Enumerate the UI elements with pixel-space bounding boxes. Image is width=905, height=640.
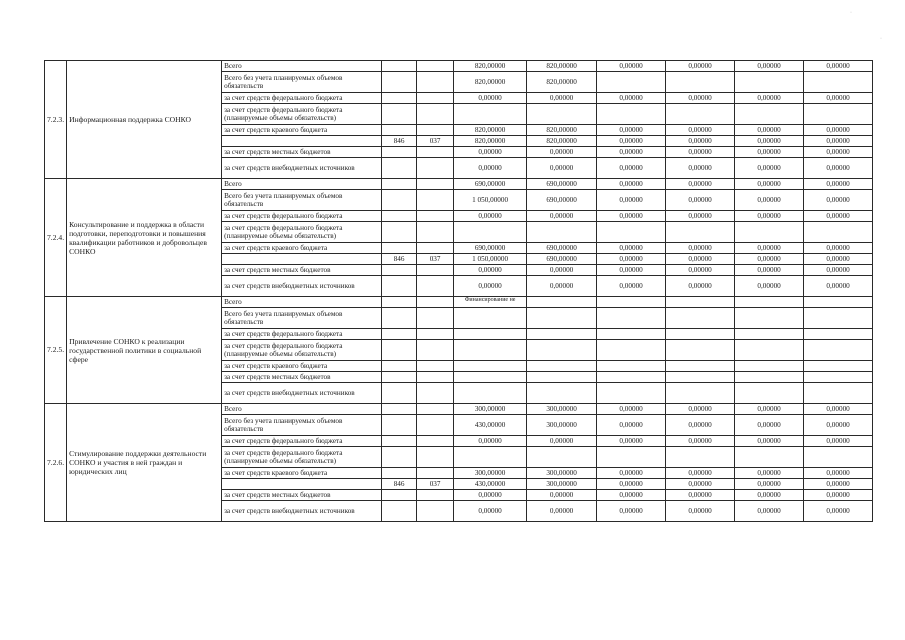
amount-cell: 0,00000: [735, 93, 804, 104]
amount-cell: [454, 308, 527, 329]
source-label: Всего: [222, 297, 382, 308]
amount-cell: [804, 308, 873, 329]
amount-cell: [804, 372, 873, 383]
amount-cell: [666, 372, 735, 383]
grbs-code: [382, 276, 417, 297]
section-code: [417, 190, 454, 211]
amount-cell: 1 050,00000: [454, 254, 527, 265]
amount-cell: [454, 329, 527, 340]
amount-cell: 820,00000: [454, 61, 527, 72]
grbs-code: [382, 372, 417, 383]
grbs-code: [382, 415, 417, 436]
amount-cell: 300,00000: [527, 479, 597, 490]
amount-cell: 0,00000: [666, 125, 735, 136]
amount-cell: 0,00000: [735, 254, 804, 265]
amount-cell: 0,00000: [597, 415, 666, 436]
item-name: Информационная поддержка СОНКО: [67, 61, 222, 179]
grbs-code: [382, 190, 417, 211]
amount-cell: 0,00000: [597, 93, 666, 104]
section-code: [417, 179, 454, 190]
amount-cell: 820,00000: [454, 125, 527, 136]
amount-cell: 0,00000: [735, 125, 804, 136]
amount-cell: [666, 329, 735, 340]
source-label: Всего без учета планируемых объемов обязательств: [222, 190, 382, 211]
amount-cell: 0,00000: [804, 158, 873, 179]
section-code: [417, 61, 454, 72]
amount-cell: 0,00000: [454, 158, 527, 179]
grbs-code: [382, 361, 417, 372]
amount-cell: [597, 361, 666, 372]
amount-cell: [597, 372, 666, 383]
amount-cell: 0,00000: [666, 490, 735, 501]
amount-cell: 0,00000: [804, 179, 873, 190]
amount-cell: [735, 104, 804, 125]
amount-cell: 0,00000: [666, 93, 735, 104]
amount-cell: 0,00000: [527, 158, 597, 179]
amount-cell: [804, 222, 873, 243]
amount-cell: 300,00000: [454, 404, 527, 415]
amount-cell: [666, 447, 735, 468]
amount-cell: 0,00000: [804, 468, 873, 479]
section-code: [417, 468, 454, 479]
source-label: за счет средств краевого бюджета: [222, 361, 382, 372]
amount-cell: [527, 297, 597, 308]
amount-cell: [666, 308, 735, 329]
grbs-code: [382, 179, 417, 190]
item-name: Привлечение СОНКО к реализации государственной политики в социальной сфере: [67, 297, 222, 404]
amount-cell: 0,00000: [454, 211, 527, 222]
amount-cell: 0,00000: [804, 404, 873, 415]
amount-cell: [527, 104, 597, 125]
source-label: за счет средств федерального бюджета (планируемые объемы обязательств): [222, 104, 382, 125]
amount-cell: 430,00000: [454, 415, 527, 436]
amount-cell: [666, 340, 735, 361]
amount-cell: [735, 383, 804, 404]
amount-cell: [527, 361, 597, 372]
amount-cell: 0,00000: [735, 468, 804, 479]
amount-cell: 0,00000: [454, 265, 527, 276]
amount-cell: [527, 383, 597, 404]
source-label: за счет средств внебюджетных источников: [222, 158, 382, 179]
amount-cell: 0,00000: [597, 501, 666, 522]
amount-cell: 0,00000: [735, 501, 804, 522]
section-code: 037: [417, 479, 454, 490]
section-code: [417, 265, 454, 276]
source-label: за счет средств местных бюджетов: [222, 147, 382, 158]
amount-cell: 0,00000: [597, 265, 666, 276]
amount-cell: 0,00000: [666, 211, 735, 222]
section-code: [417, 383, 454, 404]
grbs-code: [382, 490, 417, 501]
section-code: [417, 158, 454, 179]
amount-cell: 0,00000: [527, 501, 597, 522]
amount-cell: 0,00000: [804, 190, 873, 211]
amount-cell: [454, 340, 527, 361]
amount-cell: [735, 308, 804, 329]
item-code: 7.2.6.: [45, 404, 67, 522]
grbs-code: [382, 104, 417, 125]
amount-cell: 300,00000: [527, 404, 597, 415]
source-label: Всего без учета планируемых объемов обязательств: [222, 72, 382, 93]
amount-cell: 0,00000: [597, 468, 666, 479]
amount-cell: 0,00000: [804, 490, 873, 501]
amount-cell: [804, 383, 873, 404]
source-label: [222, 254, 382, 265]
amount-cell: 0,00000: [666, 501, 735, 522]
amount-cell: 0,00000: [527, 490, 597, 501]
amount-cell: [454, 372, 527, 383]
amount-cell: 0,00000: [666, 147, 735, 158]
scan-mark: ·: [880, 36, 882, 42]
amount-cell: [597, 222, 666, 243]
amount-cell: 0,00000: [804, 61, 873, 72]
amount-cell: 0,00000: [735, 276, 804, 297]
amount-cell: 0,00000: [735, 243, 804, 254]
amount-cell: 820,00000: [527, 136, 597, 147]
section-code: [417, 147, 454, 158]
amount-cell: 0,00000: [527, 276, 597, 297]
source-label: за счет средств федерального бюджета: [222, 329, 382, 340]
amount-cell: [527, 222, 597, 243]
section-code: [417, 104, 454, 125]
amount-cell: 0,00000: [804, 265, 873, 276]
amount-cell: 0,00000: [597, 125, 666, 136]
table-row: [45, 404, 873, 415]
section-code: [417, 125, 454, 136]
amount-cell: 0,00000: [735, 147, 804, 158]
section-code: [417, 340, 454, 361]
amount-cell: [735, 297, 804, 308]
section-code: [417, 415, 454, 436]
amount-cell: [666, 222, 735, 243]
grbs-code: 846: [382, 136, 417, 147]
amount-cell: 0,00000: [666, 404, 735, 415]
amount-cell: [666, 361, 735, 372]
amount-cell: 0,00000: [735, 190, 804, 211]
amount-cell: [527, 308, 597, 329]
source-label: [222, 479, 382, 490]
grbs-code: [382, 147, 417, 158]
amount-cell: [597, 340, 666, 361]
amount-cell: 0,00000: [597, 179, 666, 190]
section-code: [417, 308, 454, 329]
source-label: за счет средств краевого бюджета: [222, 468, 382, 479]
amount-cell: 0,00000: [666, 243, 735, 254]
grbs-code: [382, 243, 417, 254]
source-label: за счет средств федерального бюджета (планируемые объемы обязательств): [222, 222, 382, 243]
amount-cell: [804, 329, 873, 340]
source-label: Всего без учета планируемых объемов обязательств: [222, 308, 382, 329]
amount-cell: [597, 308, 666, 329]
amount-cell: 0,00000: [597, 190, 666, 211]
amount-cell: [735, 340, 804, 361]
amount-cell: 0,00000: [804, 147, 873, 158]
source-label: Всего: [222, 61, 382, 72]
amount-cell: 0,00000: [527, 147, 597, 158]
amount-cell: [735, 372, 804, 383]
amount-cell: [735, 72, 804, 93]
grbs-code: [382, 468, 417, 479]
amount-cell: 690,00000: [527, 254, 597, 265]
amount-cell: 0,00000: [597, 436, 666, 447]
grbs-code: [382, 158, 417, 179]
grbs-code: [382, 308, 417, 329]
amount-cell: [597, 329, 666, 340]
grbs-code: [382, 72, 417, 93]
amount-cell: 0,00000: [666, 479, 735, 490]
section-code: [417, 243, 454, 254]
amount-cell: 0,00000: [454, 93, 527, 104]
grbs-code: [382, 222, 417, 243]
table-row: [45, 179, 873, 190]
source-label: [222, 136, 382, 147]
amount-cell: 0,00000: [597, 61, 666, 72]
amount-cell: [454, 361, 527, 372]
amount-cell: 690,00000: [527, 243, 597, 254]
amount-cell: [454, 447, 527, 468]
source-label: за счет средств федерального бюджета: [222, 211, 382, 222]
section-code: [417, 329, 454, 340]
section-code: [417, 93, 454, 104]
amount-cell: 300,00000: [527, 415, 597, 436]
amount-cell: 0,00000: [804, 211, 873, 222]
amount-cell: [735, 329, 804, 340]
amount-cell: 430,00000: [454, 479, 527, 490]
amount-cell: 0,00000: [527, 211, 597, 222]
amount-cell: 0,00000: [735, 265, 804, 276]
section-code: 037: [417, 254, 454, 265]
grbs-code: [382, 61, 417, 72]
amount-cell: 0,00000: [454, 147, 527, 158]
source-label: за счет средств федерального бюджета: [222, 93, 382, 104]
amount-cell: 0,00000: [597, 254, 666, 265]
amount-cell: 0,00000: [666, 61, 735, 72]
source-label: за счет средств внебюджетных источников: [222, 501, 382, 522]
source-label: Всего без учета планируемых объемов обязательств: [222, 415, 382, 436]
amount-cell: 0,00000: [735, 436, 804, 447]
amount-cell: 0,00000: [666, 468, 735, 479]
amount-cell: [804, 297, 873, 308]
amount-cell: 820,00000: [454, 136, 527, 147]
amount-cell: 0,00000: [597, 490, 666, 501]
amount-cell: 0,00000: [735, 158, 804, 179]
section-code: 037: [417, 136, 454, 147]
amount-cell: 0,00000: [454, 276, 527, 297]
section-code: [417, 447, 454, 468]
amount-cell: [804, 104, 873, 125]
source-label: за счет средств федерального бюджета: [222, 436, 382, 447]
source-label: за счет средств местных бюджетов: [222, 490, 382, 501]
amount-cell: 0,00000: [597, 479, 666, 490]
amount-cell: 0,00000: [735, 479, 804, 490]
amount-cell: [597, 297, 666, 308]
grbs-code: 846: [382, 254, 417, 265]
budget-sheet: [44, 60, 873, 522]
section-code: [417, 404, 454, 415]
grbs-code: 846: [382, 479, 417, 490]
item-code: 7.2.3.: [45, 61, 67, 179]
amount-cell: 0,00000: [804, 501, 873, 522]
financing-note: Финансирование не: [454, 297, 527, 308]
amount-cell: 690,00000: [454, 243, 527, 254]
table-row: [45, 61, 873, 72]
section-code: [417, 436, 454, 447]
grbs-code: [382, 93, 417, 104]
amount-cell: 0,00000: [804, 436, 873, 447]
amount-cell: [735, 447, 804, 468]
amount-cell: [527, 329, 597, 340]
amount-cell: [454, 222, 527, 243]
amount-cell: 820,00000: [454, 72, 527, 93]
amount-cell: 0,00000: [597, 243, 666, 254]
source-label: за счет средств федерального бюджета (планируемые объемы обязательств): [222, 340, 382, 361]
section-code: [417, 361, 454, 372]
amount-cell: 0,00000: [454, 501, 527, 522]
section-code: [417, 372, 454, 383]
source-label: за счет средств краевого бюджета: [222, 243, 382, 254]
amount-cell: 0,00000: [454, 490, 527, 501]
amount-cell: 0,00000: [804, 479, 873, 490]
amount-cell: 0,00000: [735, 404, 804, 415]
amount-cell: 0,00000: [666, 179, 735, 190]
amount-cell: 820,00000: [527, 125, 597, 136]
amount-cell: 0,00000: [666, 158, 735, 179]
amount-cell: 0,00000: [735, 61, 804, 72]
amount-cell: 0,00000: [527, 436, 597, 447]
amount-cell: 0,00000: [804, 93, 873, 104]
amount-cell: 0,00000: [666, 265, 735, 276]
amount-cell: 0,00000: [735, 136, 804, 147]
grbs-code: [382, 329, 417, 340]
amount-cell: [666, 104, 735, 125]
source-label: за счет средств внебюджетных источников: [222, 276, 382, 297]
amount-cell: [597, 104, 666, 125]
budget-table: [44, 60, 873, 522]
amount-cell: [666, 72, 735, 93]
amount-cell: 0,00000: [666, 415, 735, 436]
grbs-code: [382, 265, 417, 276]
section-code: [417, 501, 454, 522]
amount-cell: [804, 361, 873, 372]
grbs-code: [382, 211, 417, 222]
amount-cell: 0,00000: [454, 436, 527, 447]
amount-cell: 300,00000: [527, 468, 597, 479]
source-label: за счет средств краевого бюджета: [222, 125, 382, 136]
amount-cell: 0,00000: [527, 265, 597, 276]
amount-cell: 1 050,00000: [454, 190, 527, 211]
section-code: [417, 276, 454, 297]
amount-cell: [804, 340, 873, 361]
amount-cell: 0,00000: [597, 276, 666, 297]
amount-cell: 0,00000: [597, 158, 666, 179]
section-code: [417, 222, 454, 243]
amount-cell: 0,00000: [666, 276, 735, 297]
item-name: Стимулирование поддержки деятельности СОНКО и участия в ней граждан и юридических лиц: [67, 404, 222, 522]
amount-cell: 0,00000: [597, 147, 666, 158]
amount-cell: [454, 383, 527, 404]
amount-cell: [804, 72, 873, 93]
section-code: [417, 297, 454, 308]
amount-cell: [597, 383, 666, 404]
amount-cell: 0,00000: [597, 404, 666, 415]
amount-cell: [527, 447, 597, 468]
grbs-code: [382, 125, 417, 136]
amount-cell: [527, 340, 597, 361]
amount-cell: 820,00000: [527, 61, 597, 72]
amount-cell: [597, 72, 666, 93]
grbs-code: [382, 436, 417, 447]
source-label: за счет средств местных бюджетов: [222, 372, 382, 383]
scan-mark: ·: [850, 10, 852, 16]
amount-cell: 690,00000: [527, 179, 597, 190]
amount-cell: 0,00000: [735, 415, 804, 436]
amount-cell: 0,00000: [666, 254, 735, 265]
amount-cell: 300,00000: [454, 468, 527, 479]
amount-cell: 0,00000: [666, 136, 735, 147]
amount-cell: 0,00000: [804, 254, 873, 265]
amount-cell: [454, 104, 527, 125]
amount-cell: 0,00000: [804, 276, 873, 297]
amount-cell: [597, 447, 666, 468]
amount-cell: 0,00000: [735, 490, 804, 501]
amount-cell: 0,00000: [666, 436, 735, 447]
item-code: 7.2.4.: [45, 179, 67, 297]
grbs-code: [382, 383, 417, 404]
grbs-code: [382, 501, 417, 522]
amount-cell: [804, 447, 873, 468]
source-label: Всего: [222, 179, 382, 190]
amount-cell: 690,00000: [527, 190, 597, 211]
amount-cell: 690,00000: [454, 179, 527, 190]
amount-cell: [735, 361, 804, 372]
grbs-code: [382, 404, 417, 415]
item-code: 7.2.5.: [45, 297, 67, 404]
grbs-code: [382, 447, 417, 468]
amount-cell: 0,00000: [804, 125, 873, 136]
section-code: [417, 72, 454, 93]
amount-cell: 0,00000: [804, 243, 873, 254]
source-label: за счет средств внебюджетных источников: [222, 383, 382, 404]
amount-cell: [666, 297, 735, 308]
amount-cell: [735, 222, 804, 243]
amount-cell: 820,00000: [527, 72, 597, 93]
amount-cell: [666, 383, 735, 404]
amount-cell: 0,00000: [735, 211, 804, 222]
source-label: за счет средств федерального бюджета (планируемые объемы обязательств): [222, 447, 382, 468]
amount-cell: 0,00000: [597, 136, 666, 147]
grbs-code: [382, 340, 417, 361]
amount-cell: 0,00000: [527, 93, 597, 104]
grbs-code: [382, 297, 417, 308]
item-name: Консультирование и поддержка в области подготовки, переподготовки и повышения квалификации работников и добровольцев СОНКО: [67, 179, 222, 297]
amount-cell: 0,00000: [735, 179, 804, 190]
amount-cell: [527, 372, 597, 383]
table-row: [45, 297, 873, 308]
section-code: [417, 211, 454, 222]
source-label: за счет средств местных бюджетов: [222, 265, 382, 276]
amount-cell: 0,00000: [804, 415, 873, 436]
amount-cell: 0,00000: [804, 136, 873, 147]
source-label: Всего: [222, 404, 382, 415]
section-code: [417, 490, 454, 501]
amount-cell: 0,00000: [666, 190, 735, 211]
amount-cell: 0,00000: [597, 211, 666, 222]
